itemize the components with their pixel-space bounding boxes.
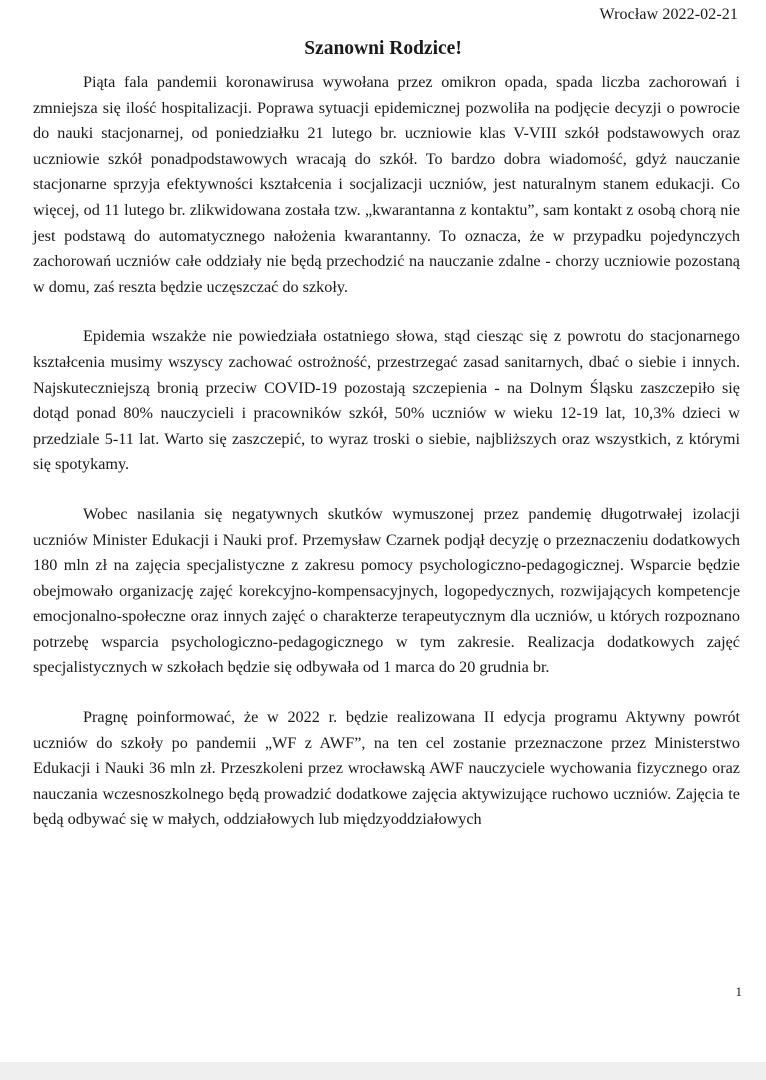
paragraph: Epidemia wszakże nie powiedziała ostatniego słowa, stąd ciesząc się z powrotu do stacjonarnego kształcenia musimy wszyscy zachować ostrożność, przestrzegać zasad sanitarnych, dbać o siebie i innych. Najskuteczniejszą bronią przeciw COVID-19 pozostają szczepienia - na Dolnym Śląsku zaszczepiło się dotąd ponad 80% nauczycieli i pracowników szkół, 50% uczniów w wieku 12-19 lat, 10,3% dzieci w przedziale 5-11 lat. Warto się zaszczepić, to wyraz troski o siebie, najbliższych oraz wszystkich, z którymi się spotykamy.: [33, 327, 740, 474]
letter-body: [33, 70, 740, 857]
letter-title: Szanowni Rodzice!: [304, 38, 462, 59]
paragraph: Wobec nasilania się negatywnych skutków wymuszonej przez pandemię długotrwałej izolacji uczniów Minister Edukacji i Nauki prof. Przemysław Czarnek podjął decyzję o przeznaczeniu dodatkowych 180 mln zł na zajęcia specjalistyczne z zakresu pomocy psychologiczno-pedagogicznej. Wsparcie będzie obejmowało organizację zajęć korekcyjno-kompensacyjnych, logopedycznych, rozwijających kompetencje emocjonalno-społeczne oraz innych zajęć o charakterze terapeutycznym dla uczniów, u których rozpoznano potrzebę wsparcia psychologiczno-pedagogicznego w tym zakresie. Realizacja dodatkowych zajęć specjalistycznych w szkołach będzie się odbywała od 1 marca do 20 grudnia br.: [33, 504, 740, 677]
paragraph: Piąta fala pandemii koronawirusa wywołana przez omikron opada, spada liczba zachorowań i zmniejsza się ilość hospitalizacji. Poprawa sytuacji epidemicznej pozwoliła na podjęcie decyzji o powrocie do nauki stacjonarnej, od poniedziałku 21 lutego br. uczniowie klas V-VIII szkół podstawowych oraz uczniowie szkół ponadpodstawowych wracają do szkół. To bardzo dobra wiadomość, gdyż nauczanie stacjonarne sprzyja efektywności kształcenia i socjalizacji uczniów, jest naturalnym stanem edukacji. Co więcej, od 11 lutego br. zlikwidowana została tzw. „kwarantanna z kontaktu”, sam kontakt z osobą chorą nie jest podstawą do automatycznego nałożenia kwarantanny. To oznacza, że w przypadku pojedynczych zachorowań uczniów całe oddziały nie będą przechodzić na nauczanie zdalne - chorzy uczniowie pozostaną w domu, zaś reszta będzie uczęszczać do szkoły.: [33, 73, 740, 296]
page-number: 1: [735, 984, 742, 999]
paragraph: Pragnę poinformować, że w 2022 r. będzie realizowana II edycja programu Aktywny powrót uczniów do szkoły po pandemii „WF z AWF”, na ten cel zostanie przeznaczone przez Ministerstwo Edukacji i Nauki 36 mln zł. Przeszkoleni przez wrocławską AWF nauczyciele wychowania fizycznego oraz nauczania wczesnoszkolnego będą prowadzić dodatkowe zajęcia aktywizujące ruchowo uczniów. Zajęcia te będą odbywać się w małych, oddziałowych lub międzyoddziałowych: [33, 708, 740, 829]
letter-date: Wrocław 2022-02-21: [599, 6, 738, 23]
viewer-bottom-strip: [0, 1062, 766, 1080]
